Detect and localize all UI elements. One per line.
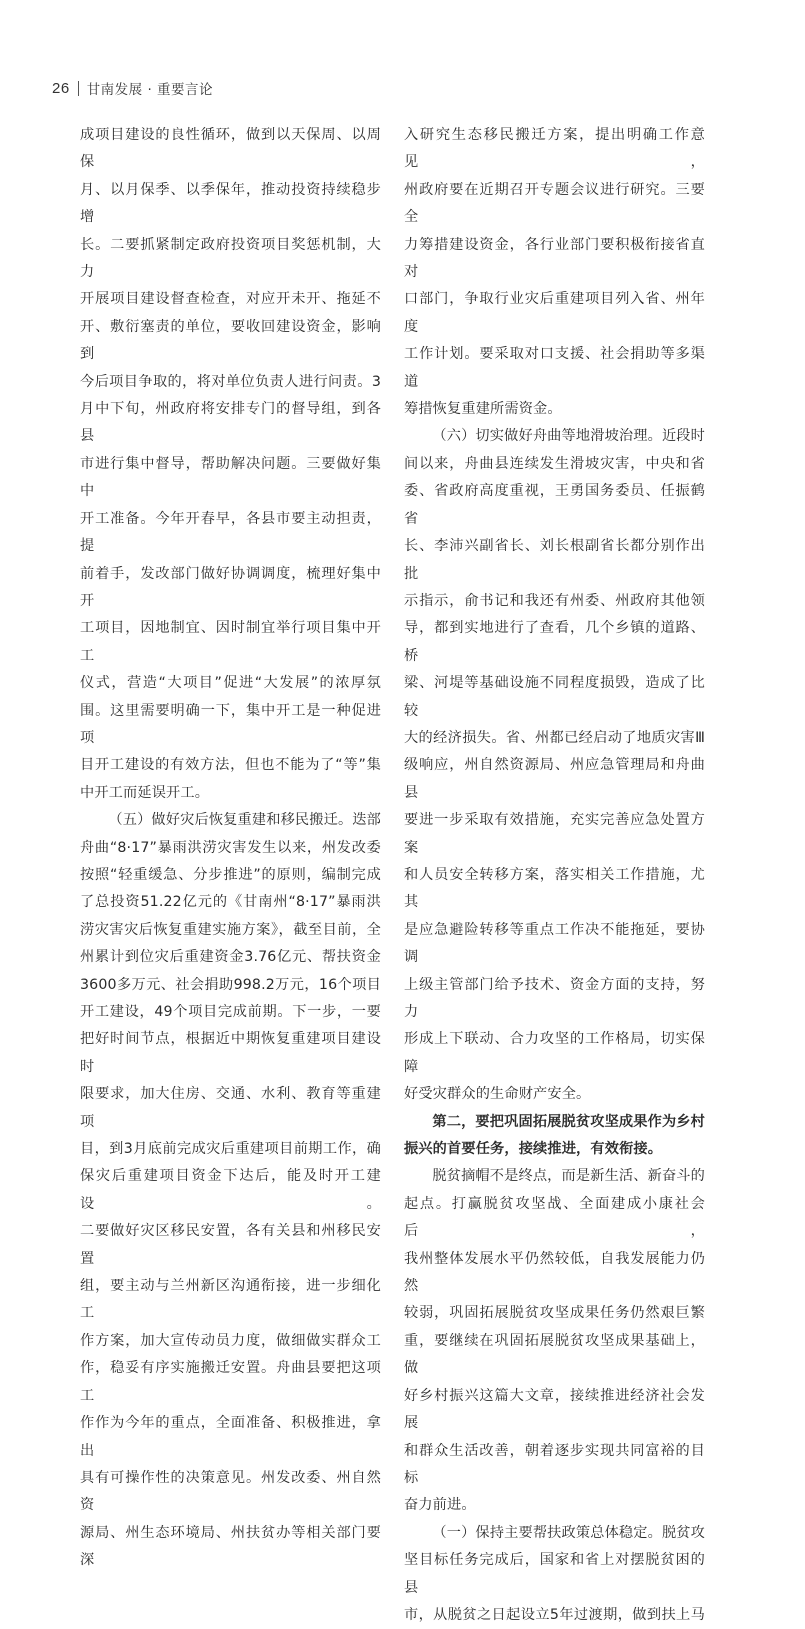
text-line: 起点。打赢脱贫攻坚战、全面建成小康社会后， (404, 1195, 705, 1240)
text-line: 开展项目建设督查检查，对应开未开、拖延不 (80, 291, 381, 308)
running-header (52, 78, 213, 98)
text-line: 级响应，州自然资源局、州应急管理局和舟曲县 (404, 757, 705, 801)
text-line: 和群众生活改善，朝着逐步实现共同富裕的目标 (404, 1442, 705, 1486)
section-heading-1: （一）保持主要帮扶政策总体稳定。脱贫攻 (432, 1524, 705, 1541)
text-line: 目开工建设的有效方法，但也不能为了“等”集 (80, 757, 381, 774)
text-line: 月中下旬，州政府将安排专门的督导组，到各县 (80, 401, 381, 445)
text-line: 市，从脱贫之日起设立5年过渡期，做到扶上马 (404, 1606, 705, 1623)
bold-heading-line: 第二，要把巩固拓展脱贫攻坚成果作为乡村 (432, 1113, 705, 1130)
text-line: 按照“轻重缓急、分步推进”的原则，编制完成 (80, 866, 381, 883)
text-line: 源局、州生态环境局、州扶贫办等相关部门要深 (80, 1524, 381, 1569)
text-line: 作方案，加大宣传动员力度，做细做实群众工 (80, 1332, 381, 1349)
text-line: 好受灾群众的生命财产安全。 (404, 1086, 591, 1103)
text-line: 涝灾害灾后恢复重建实施方案》，截至目前，全 (80, 921, 381, 938)
bold-heading-line: 振兴的首要任务，接续推进，有效衔接。 (404, 1141, 663, 1158)
text-line: 围。这里需要明确一下，集中开工是一种促进项 (80, 702, 381, 746)
text-line: 力筹措建设资金，各行业部门要积极衔接省直对 (404, 236, 705, 281)
text-line: 了总投资51.22亿元的《甘南州“8·17”暴雨洪 (80, 894, 381, 911)
text-line: 示指示，俞书记和我还有州委、州政府其他领 (404, 592, 705, 609)
text-line: 市进行集中督导，帮助解决问题。三要做好集中 (80, 455, 381, 500)
left-text-column (80, 122, 381, 1575)
text-line: 和人员安全转移方案，落实相关工作措施，尤其 (404, 866, 705, 911)
text-line: 成项目建设的良性循环，做到以天保周、以周保 (80, 127, 381, 171)
text-line: 奋力前进。 (404, 1497, 476, 1514)
text-line: 脱贫摘帽不是终点，而是新生活、新奋斗的 (432, 1168, 705, 1185)
text-line: 重，要继续在巩固拓展脱贫攻坚成果基础上，做 (404, 1332, 705, 1377)
text-line: 作，稳妥有序实施搬迁安置。舟曲县要把这项工 (80, 1360, 381, 1404)
section-heading-5: （五）做好灾后恢复重建和移民搬迁。迭部 (108, 812, 381, 829)
text-line: 仪式，营造“大项目”促进“大发展”的浓厚氛 (80, 675, 381, 692)
text-line: 目，到3月底前完成灾后重建项目前期工作，确 (80, 1141, 381, 1158)
text-line: 工作计划。要采取对口支援、社会捐助等多渠道 (404, 346, 705, 390)
text-line: 我州整体发展水平仍然较低，自我发展能力仍然 (404, 1250, 705, 1295)
text-line: 坚目标任务完成后，国家和省上对摆脱贫困的县 (404, 1552, 705, 1596)
text-line: 梁、河堤等基础设施不同程度损毁，造成了比较 (404, 675, 705, 719)
text-line: 二要做好灾区移民安置，各有关县和州移民安置 (80, 1223, 381, 1267)
text-line: 要进一步采取有效措施，充实完善应急处置方案 (404, 812, 705, 856)
text-line: 3600多万元、社会捐助998.2万元，16个项目 (80, 976, 381, 993)
section-title: 甘南发展 · 重要言论 (86, 82, 214, 98)
text-line: 导，都到实地进行了查看，几个乡镇的道路、桥 (404, 620, 705, 664)
text-line: 入研究生态移民搬迁方案，提出明确工作意见， (404, 127, 705, 171)
text-line: 筹措恢复重建所需资金。 (404, 401, 562, 418)
text-line: 月、以月保季、以季保年，推动投资持续稳步增 (80, 181, 381, 226)
page-number: 26 (52, 79, 70, 97)
text-line: 限要求，加大住房、交通、水利、教育等重建项 (80, 1086, 381, 1130)
text-line: 组，要主动与兰州新区沟通衔接，进一步细化工 (80, 1278, 381, 1322)
text-line: 委、省政府高度重视，王勇国务委员、任振鹤省 (404, 483, 705, 527)
text-line: 舟曲“8·17”暴雨洪涝灾害发生以来，州发改委 (80, 839, 381, 856)
text-line: 较弱，巩固拓展脱贫攻坚成果任务仍然艰巨繁 (404, 1305, 705, 1322)
text-line: 把好时间节点，根据近中期恢复重建项目建设时 (80, 1031, 381, 1075)
text-line: 好乡村振兴这篇大文章，接续推进经济社会发展 (404, 1387, 705, 1432)
text-line: 开工准备。今年开春早，各县市要主动担责，提 (80, 510, 381, 555)
text-line: 长、李沛兴副省长、刘长根副省长都分别作出批 (404, 538, 705, 582)
text-line: 是应急避险转移等重点工作决不能拖延，要协调 (404, 921, 705, 966)
text-line: 州累计到位灾后重建资金3.76亿元、帮扶资金 (80, 949, 381, 966)
text-line: 开工建设，49个项目完成前期。下一步，一要 (80, 1004, 381, 1020)
text-line: 口部门，争取行业灾后重建项目列入省、州年度 (404, 291, 705, 335)
text-line: 长。二要抓紧制定政府投资项目奖惩机制，大力 (80, 236, 381, 281)
text-line: 大的经济损失。省、州都已经启动了地质灾害Ⅲ (404, 729, 705, 746)
text-line: 今后项目争取的，将对单位负责人进行问责。3 (80, 373, 381, 390)
text-line: 上级主管部门给予技术、资金方面的支持，努力 (404, 976, 705, 1020)
text-line: 开、敷衍塞责的单位，要收回建设资金，影响到 (80, 318, 381, 363)
text-line: 间以来，舟曲县连续发生滑坡灾害，中央和省 (404, 455, 705, 472)
header-divider (78, 81, 79, 96)
text-line: 保灾后重建项目资金下达后，能及时开工建设。 (80, 1168, 381, 1212)
right-text-column (404, 122, 705, 1629)
text-line: 中开工而延误开工。 (80, 784, 210, 801)
text-line: 具有可操作性的决策意见。州发改委、州自然资 (80, 1469, 381, 1514)
text-line: 形成上下联动、合力攻坚的工作格局，切实保障 (404, 1031, 705, 1075)
text-line: 作作为今年的重点，全面准备、积极推进，拿出 (80, 1415, 381, 1459)
text-line: 前着手，发改部门做好协调调度，梳理好集中开 (80, 565, 381, 609)
text-line: 州政府要在近期召开专题会议进行研究。三要全 (404, 181, 705, 226)
text-line: 工项目，因地制宜、因时制宜举行项目集中开工 (80, 620, 381, 664)
section-heading-6: （六）切实做好舟曲等地滑坡治理。近段时 (432, 428, 705, 445)
